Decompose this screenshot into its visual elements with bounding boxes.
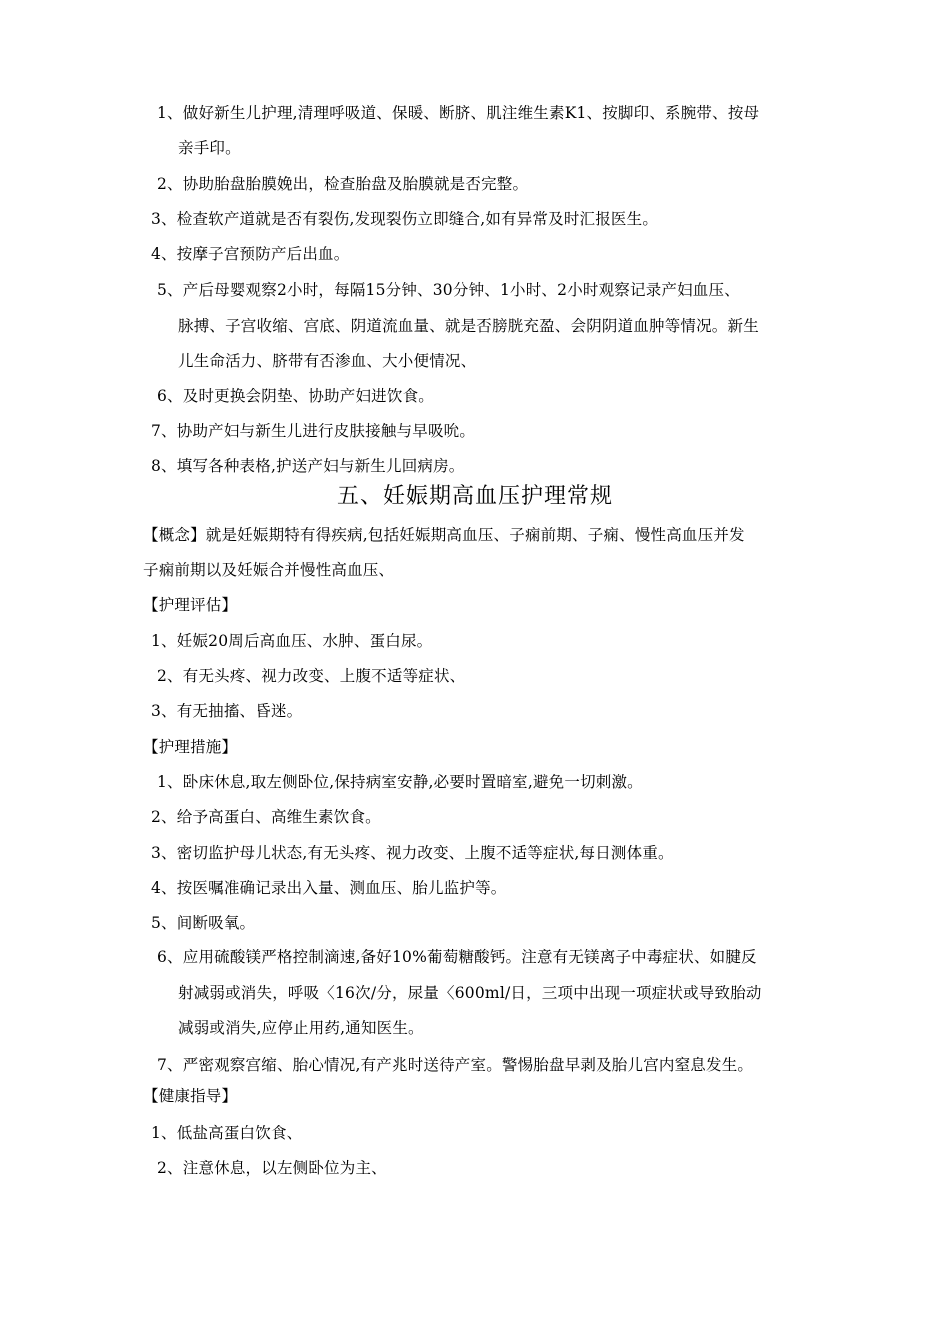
concept-line-1: 【概念】就是妊娠期特有得疾病,包括妊娠期高血压、子痫前期、子痫、慢性高血压并发 [143, 526, 745, 544]
assessment-header: 【护理评估】 [143, 596, 238, 614]
step-8: 8、填写各种表格,护送产妇与新生儿回病房。 [151, 457, 465, 475]
step-7: 7、协助产妇与新生儿进行皮肤接触与早吸吮。 [151, 422, 476, 440]
step-5-line-1: 5、产后母婴观察2小时，每隔15分钟、30分钟、1小时、2小时观察记录产妇血压、 [157, 281, 740, 299]
step-2: 2、协助胎盘胎膜娩出，检查胎盘及胎膜就是否完整。 [157, 175, 529, 193]
step-3: 3、检查软产道就是否有裂伤,发现裂伤立即缝合,如有异常及时汇报医生。 [151, 210, 659, 228]
step-5-line-2: 脉搏、子宫收缩、宫底、阴道流血量、就是否膀胱充盈、会阴阴道血肿等情况。新生 [178, 317, 759, 335]
guidance-item-2: 2、注意休息，以左侧卧位为主、 [157, 1159, 387, 1177]
measures-item-6-line-1: 6、应用硫酸镁严格控制滴速,备好10%葡萄糖酸钙。注意有无镁离子中毒症状、如腱反 [157, 948, 757, 966]
measures-header: 【护理措施】 [143, 738, 238, 756]
assessment-item-1: 1、妊娠20周后高血压、水肿、蛋白尿。 [151, 632, 433, 650]
measures-item-5: 5、间断吸氧。 [151, 914, 256, 932]
guidance-item-1: 1、低盐高蛋白饮食、 [151, 1124, 303, 1142]
step-1-line-2: 亲手印。 [178, 139, 241, 157]
measures-item-6-line-2: 射减弱或消失，呼吸〈16次/分，尿量〈600ml/日，三项中出现一项症状或导致胎动 [178, 984, 762, 1002]
step-5-line-3: 儿生命活力、脐带有否渗血、大小便情况、 [178, 352, 477, 370]
measures-item-1: 1、卧床休息,取左侧卧位,保持病室安静,必要时置暗室,避免一切刺激。 [157, 773, 643, 791]
step-6: 6、及时更换会阴垫、协助产妇进饮食。 [157, 387, 434, 405]
measures-item-2: 2、给予高蛋白、高维生素饮食。 [151, 808, 381, 826]
assessment-item-3: 3、有无抽搐、昏迷。 [151, 702, 303, 720]
guidance-header: 【健康指导】 [143, 1087, 238, 1105]
measures-item-3: 3、密切监护母儿状态,有无头疼、视力改变、上腹不适等症状,每日测体重。 [151, 844, 674, 862]
step-1-line-1: 1、做好新生儿护理,清理呼吸道、保暖、断脐、肌注维生素K1、按脚印、系腕带、按母 [157, 104, 760, 122]
section-title: 五、妊娠期高血压护理常规 [336, 484, 613, 509]
assessment-item-2: 2、有无头疼、视力改变、上腹不适等症状、 [157, 667, 466, 685]
concept-line-2: 子痫前期以及妊娠合并慢性高血压、 [143, 561, 395, 579]
step-4: 4、按摩子宫预防产后出血。 [151, 245, 350, 263]
measures-item-7: 7、严密观察宫缩、胎心情况,有产兆时送待产室。警惕胎盘早剥及胎儿宫内窒息发生。 [157, 1056, 754, 1074]
measures-item-6-line-3: 减弱或消失,应停止用药,通知医生。 [178, 1019, 424, 1037]
measures-item-4: 4、按医嘱准确记录出入量、测血压、胎儿监护等。 [151, 879, 507, 897]
